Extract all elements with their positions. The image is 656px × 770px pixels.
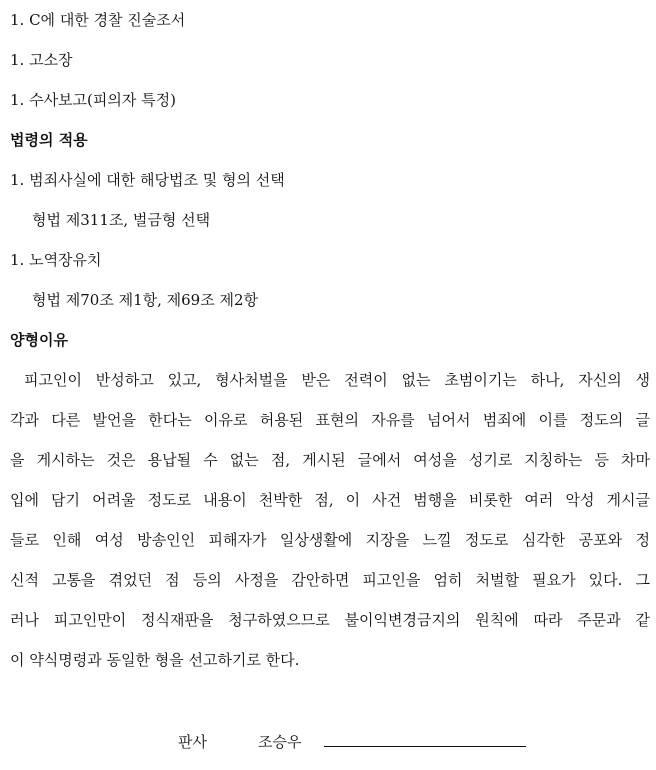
judge-role-label: 판사 — [178, 733, 207, 751]
sentencing-line: 을 게시하는 것은 용납될 수 없는 점, 게시된 글에서 여성을 성기로 지칭하는 등 차마 — [10, 451, 650, 469]
judge-name: 조승우 — [258, 733, 302, 751]
sentencing-line: 들로 인해 여성 방송인인 피해자가 일상생활에 지장을 느낄 정도로 심각한 공포와 정 — [10, 531, 650, 549]
evidence-item: 1. C에 대한 경찰 진술조서 — [10, 11, 186, 29]
sentencing-line: 입에 담기 어려울 정도로 내용이 천박한 점, 이 사건 범행을 비롯한 여러 악성 게시글 — [10, 491, 650, 509]
sentencing-heading: 양형이유 — [10, 331, 68, 349]
evidence-item: 1. 수사보고(피의자 특정) — [10, 91, 176, 109]
sentencing-line: 러나 피고인만이 정식재판을 청구하였으므로 불이익변경금지의 원칙에 따라 주문과 같 — [10, 611, 650, 629]
sentencing-line: 각과 다른 발언을 한다는 이유로 허용된 표현의 자유를 넘어서 범죄에 이를 정도의 글 — [10, 411, 650, 429]
law-item-detail: 형법 제70조 제1항, 제69조 제2항 — [32, 291, 259, 309]
signature-line — [324, 746, 526, 747]
law-item-title: 1. 범죄사실에 대한 해당법조 및 형의 선택 — [10, 171, 285, 189]
law-heading: 법령의 적용 — [10, 131, 88, 149]
sentencing-line: 이 약식명령과 동일한 형을 선고하기로 한다. — [10, 651, 300, 669]
evidence-item: 1. 고소장 — [10, 51, 73, 69]
sentencing-line: 신적 고통을 겪었던 점 등의 사정을 감안하면 피고인을 엄히 처벌할 필요가 있다. 그 — [10, 571, 650, 589]
law-item-detail: 형법 제311조, 벌금형 선택 — [32, 211, 211, 229]
law-item-title: 1. 노역장유치 — [10, 251, 102, 269]
sentencing-line: 피고인이 반성하고 있고, 형사처벌을 받은 전력이 없는 초범이기는 하나, 자신의 생 — [24, 371, 650, 389]
